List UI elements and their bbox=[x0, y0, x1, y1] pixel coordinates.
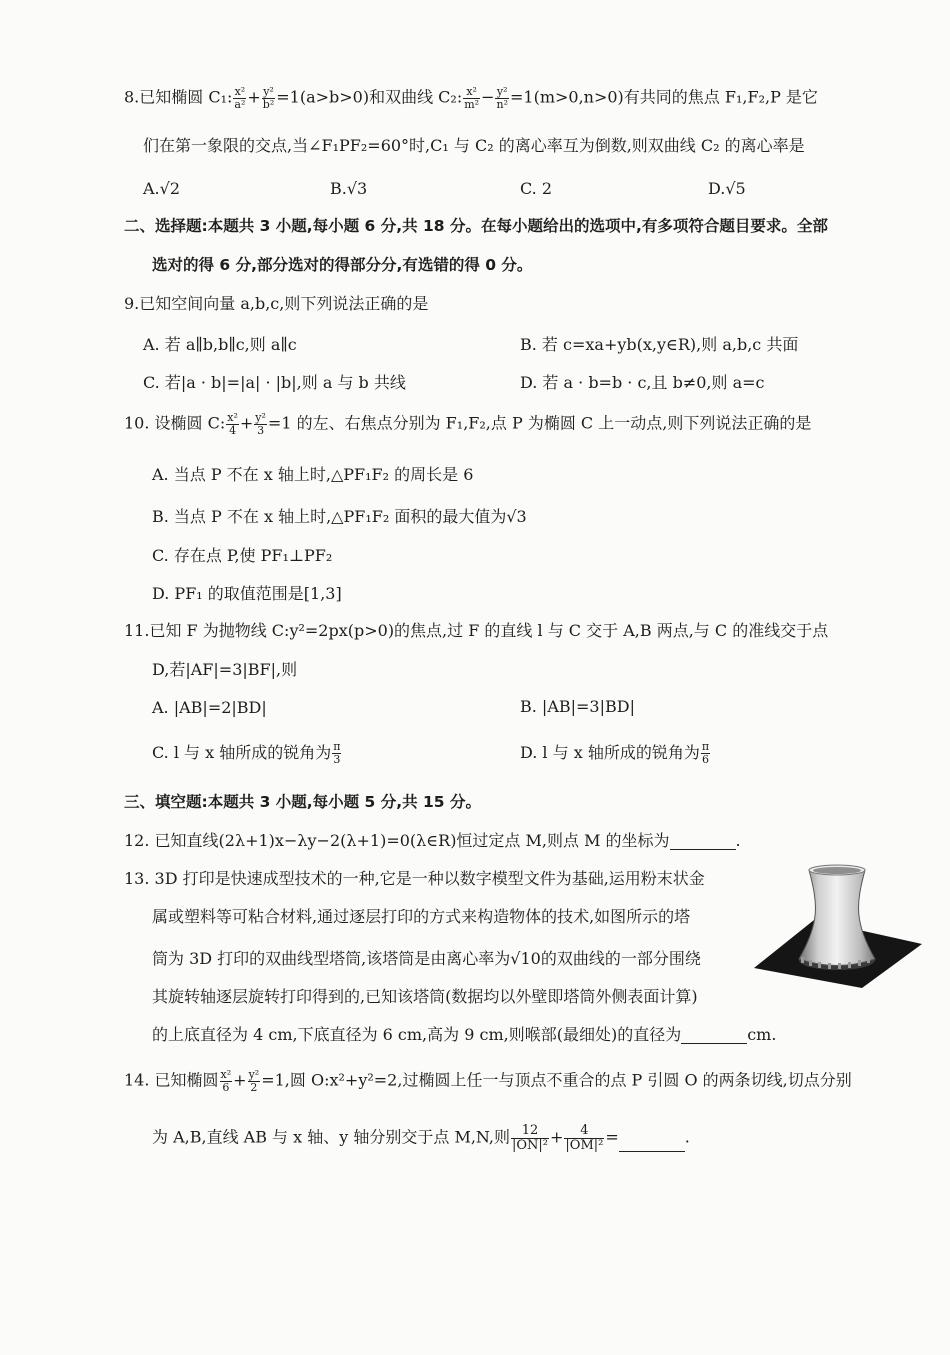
q14-line1 bbox=[124, 1069, 852, 1093]
fraction bbox=[495, 86, 509, 110]
q10-stem bbox=[124, 412, 811, 436]
section-2-heading-cont: 选对的得 6 分,部分选对的得部分分,有选错的得 0 分。 bbox=[152, 256, 533, 274]
q8-line1 bbox=[124, 86, 818, 110]
q14-text: 14. 已知椭圆 bbox=[124, 1070, 219, 1090]
q8-text: ₁: bbox=[220, 87, 233, 107]
q8-text: =1(a>b>0)和双曲线 C₂: bbox=[276, 87, 463, 107]
q13-line3: 筒为 3D 打印的双曲线型塔筒,该塔筒是由离心率为√10的双曲线的一部分围绕 bbox=[152, 949, 701, 968]
q11-option-a: A. |AB|=2|BD| bbox=[152, 698, 267, 717]
q10-option-d: D. PF₁ 的取值范围是[1,3] bbox=[152, 584, 342, 603]
q8-text: =1(m>0,n>0)有共同的焦点 F₁,F₂,P 是它 bbox=[509, 87, 818, 107]
denominator: |ON|² bbox=[512, 1137, 549, 1153]
q11-option-b: B. |AB|=3|BD| bbox=[520, 697, 635, 716]
denominator: 6 bbox=[701, 753, 709, 766]
numerator: x² bbox=[234, 85, 246, 98]
q13-line4: 其旋转轴逐层旋转打印得到的,已知该塔筒(数据均以外壁即塔筒外侧表面计算) bbox=[152, 987, 698, 1006]
operator: + bbox=[550, 1127, 564, 1147]
q13-text: 的上底直径为 4 cm,下底直径为 6 cm,高为 9 cm,则喉部(最细处)的直径为 bbox=[152, 1025, 682, 1044]
fraction bbox=[463, 86, 480, 110]
q10-option-a: A. 当点 P 不在 x 轴上时,△PF₁F₂ 的周长是 6 bbox=[152, 465, 474, 484]
tower-illustration bbox=[752, 864, 924, 988]
q13-line2: 属或塑料等可粘合材料,通过逐层打印的方式来构造物体的技术,如图所示的塔 bbox=[152, 907, 691, 926]
operator: = bbox=[605, 1127, 619, 1147]
q11-option-c bbox=[152, 740, 342, 766]
numerator: x² bbox=[227, 411, 238, 424]
numerator: x² bbox=[463, 86, 480, 99]
q11-line1: 11.已知 F 为抛物线 C:y²=2px(p>0)的焦点,过 F 的直线 l 与 C 交于 A,B 两点,与 C 的准线交于点 bbox=[124, 621, 829, 640]
q10-option-c: C. 存在点 P,使 PF₁⊥PF₂ bbox=[152, 546, 333, 565]
denominator: 3 bbox=[257, 423, 265, 437]
numerator: y² bbox=[255, 411, 266, 424]
q9-option-b: B. 若 c=xa+yb(x,y∈R),则 a,b,c 共面 bbox=[520, 335, 799, 354]
fraction bbox=[332, 741, 341, 765]
fraction bbox=[226, 412, 239, 436]
fraction bbox=[262, 86, 275, 110]
q8-option-d: D.√5 bbox=[708, 179, 746, 198]
numerator: y² bbox=[248, 1068, 260, 1081]
q8-option-b: B.√3 bbox=[330, 179, 368, 198]
denominator: a² bbox=[234, 97, 246, 111]
operator: + bbox=[239, 413, 254, 433]
numerator: y² bbox=[263, 85, 274, 98]
q12-end: . bbox=[735, 831, 741, 850]
q14-text: =1,圆 O:x²+y²=2,过椭圆上任一与顶点不重合的点 P 引圆 O 的两条切线,切点分别 bbox=[261, 1070, 852, 1090]
q8-option-c: C. 2 bbox=[520, 179, 553, 198]
q13-line5 bbox=[152, 1025, 776, 1044]
denominator: |OM|² bbox=[565, 1137, 604, 1153]
q9-option-d: D. 若 a · b=b · c,且 b≠0,则 a=c bbox=[520, 373, 765, 392]
q13-line1: 13. 3D 打印是快速成型技术的一种,它是一种以数字模型文件为基础,运用粉末状金 bbox=[124, 869, 705, 888]
numerator: π bbox=[701, 740, 710, 754]
section-2-heading: 二、选择题:本题共 3 小题,每小题 6 分,共 18 分。在每小题给出的选项中,有多项符合题目要求。全部 bbox=[124, 217, 828, 235]
operator: − bbox=[481, 87, 495, 107]
denominator: 6 bbox=[222, 1080, 230, 1094]
q8-text: 8.已知椭圆 C bbox=[124, 87, 221, 107]
q9-option-a: A. 若 a∥b,b∥c,则 a∥c bbox=[143, 335, 297, 354]
q9-stem: 9.已知空间向量 a,b,c,则下列说法正确的是 bbox=[124, 294, 429, 313]
answer-blank bbox=[619, 1137, 685, 1152]
q14-line2 bbox=[152, 1124, 690, 1152]
q8-line2: 们在第一象限的交点,当∠F₁PF₂=60°时,C₁ 与 C₂ 的离心率互为倒数,则双曲线 C₂ 的离心率是 bbox=[143, 136, 805, 155]
q13-unit: cm. bbox=[747, 1025, 777, 1044]
fraction bbox=[220, 1069, 233, 1093]
denominator: n² bbox=[496, 97, 508, 111]
denominator: 4 bbox=[229, 423, 237, 437]
fraction bbox=[701, 741, 710, 765]
numerator: π bbox=[333, 740, 341, 754]
q11-line2: D,若|AF|=3|BF|,则 bbox=[152, 660, 298, 679]
q9-option-c: C. 若|a · b|=|a| · |b|,则 a 与 b 共线 bbox=[143, 373, 406, 392]
q11-option-d bbox=[520, 740, 711, 766]
q11-option-c-text: C. l 与 x 轴所成的锐角为 bbox=[152, 743, 332, 762]
operator: + bbox=[247, 87, 261, 107]
fraction bbox=[564, 1124, 604, 1152]
numerator: 12 bbox=[511, 1124, 549, 1139]
operator: + bbox=[233, 1070, 247, 1090]
fraction bbox=[233, 86, 246, 110]
q14-end: . bbox=[684, 1127, 690, 1147]
section-3-heading: 三、填空题:本题共 3 小题,每小题 5 分,共 15 分。 bbox=[124, 793, 481, 811]
q10-option-b: B. 当点 P 不在 x 轴上时,△PF₁F₂ 面积的最大值为√3 bbox=[152, 507, 527, 526]
denominator: m² bbox=[464, 97, 480, 111]
numerator: 4 bbox=[564, 1124, 604, 1139]
fraction bbox=[511, 1124, 549, 1152]
q12 bbox=[124, 831, 741, 850]
q11-option-d-text: D. l 与 x 轴所成的锐角为 bbox=[520, 743, 700, 762]
fraction bbox=[254, 412, 267, 436]
numerator: x² bbox=[220, 1068, 232, 1081]
answer-blank bbox=[681, 1029, 747, 1044]
q8-option-a: A.√2 bbox=[143, 179, 181, 198]
numerator: y² bbox=[496, 85, 508, 98]
denominator: b² bbox=[262, 97, 275, 111]
q10-text: 10. 设椭圆 C: bbox=[124, 413, 226, 433]
denominator: 3 bbox=[333, 753, 341, 766]
q14-text: 为 A,B,直线 AB 与 x 轴、y 轴分别交于点 M,N,则 bbox=[152, 1127, 510, 1147]
denominator: 2 bbox=[250, 1080, 258, 1094]
fraction bbox=[248, 1069, 261, 1093]
answer-blank bbox=[670, 835, 736, 850]
q12-text: 12. 已知直线(2λ+1)x−λy−2(λ+1)=0(λ∈R)恒过定点 M,则点 M 的坐标为 bbox=[124, 831, 670, 850]
q10-text: =1 的左、右焦点分别为 F₁,F₂,点 P 为椭圆 C 上一动点,则下列说法正确的是 bbox=[267, 413, 812, 433]
